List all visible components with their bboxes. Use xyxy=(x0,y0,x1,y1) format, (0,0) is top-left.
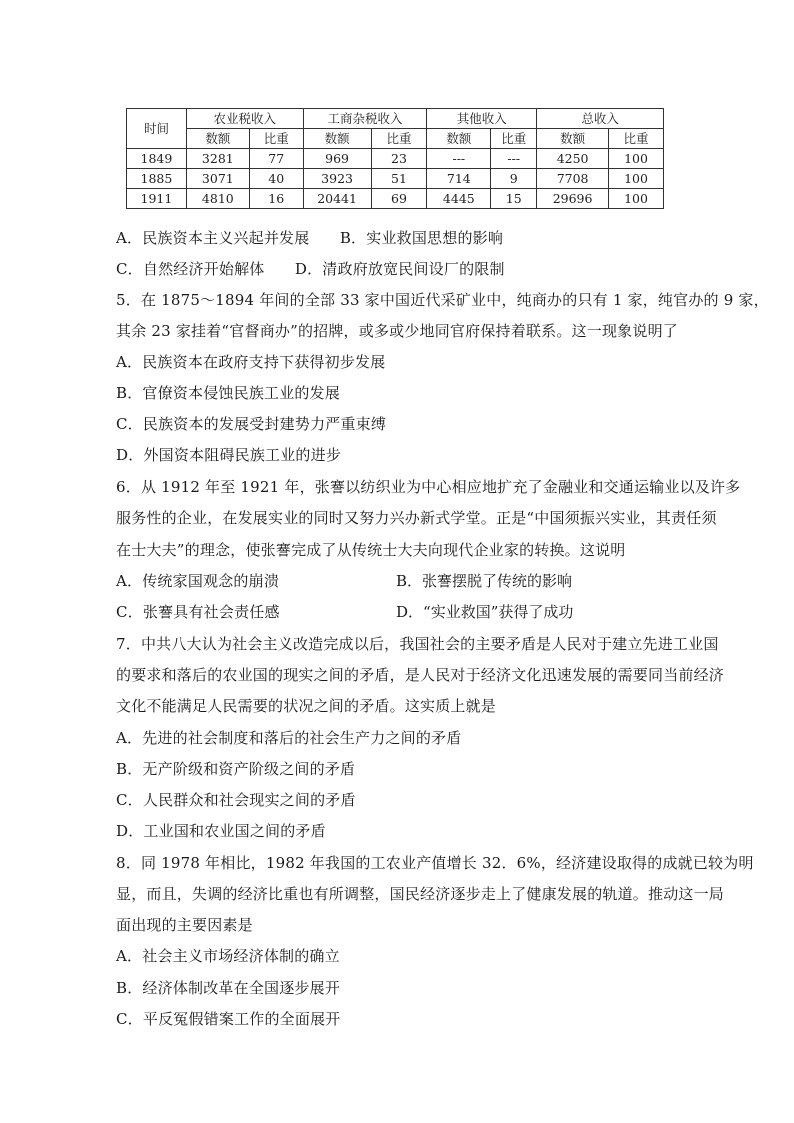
header-total: 总收入 xyxy=(537,109,664,129)
q8-option-b: B．经济体制改革在全国逐步展开 xyxy=(116,979,341,997)
table-cell: 3923 xyxy=(303,169,371,189)
table-cell: 1911 xyxy=(127,189,187,209)
q4-options-ab: A．民族资本主义兴起并发展 B．实业救国思想的影响 xyxy=(116,229,504,247)
table-subheader-row xyxy=(127,129,664,149)
table-cell: 16 xyxy=(249,189,303,209)
q7-option-b: B．无产阶级和资产阶级之间的矛盾 xyxy=(116,760,356,778)
table-cell: 23 xyxy=(371,149,427,169)
header-commerce-tax: 工商杂税收入 xyxy=(303,109,427,129)
subheader-cell: 比重 xyxy=(249,129,303,149)
q7-option-c: C．人民群众和社会现实之间的矛盾 xyxy=(116,791,356,809)
q8-stem-line-3: 面出现的主要因素是 xyxy=(116,916,253,934)
table-cell: 3281 xyxy=(186,149,249,169)
table-cell: 20441 xyxy=(303,189,371,209)
table-cell: 4250 xyxy=(537,149,609,169)
table-cell: 969 xyxy=(303,149,371,169)
header-agri-tax: 农业税收入 xyxy=(186,109,303,129)
q6-option-b: B．张謇摆脱了传统的影响 xyxy=(396,572,573,590)
q8-stem-line-2: 显，而且，失调的经济比重也有所调整，国民经济逐步走上了健康发展的轨道。推动这一局 xyxy=(116,885,725,903)
table-cell: 15 xyxy=(491,189,537,209)
table-cell: --- xyxy=(491,149,537,169)
table-cell: 1885 xyxy=(127,169,187,189)
q8-option-c: C．平反冤假错案工作的全面展开 xyxy=(116,1010,341,1028)
revenue-table xyxy=(126,108,664,209)
table-cell: 29696 xyxy=(537,189,609,209)
table-cell: 51 xyxy=(371,169,427,189)
q5-option-a: A．民族资本在政府支持下获得初步发展 xyxy=(116,353,386,371)
q8-option-a: A．社会主义市场经济体制的确立 xyxy=(116,947,340,965)
subheader-cell: 比重 xyxy=(609,129,664,149)
q5-stem-line-2: 其余 23 家挂着“官督商办”的招牌，或多或少地同官府保持着联系。这一现象说明了 xyxy=(116,322,678,340)
q4-options-cd: C．自然经济开始解体 D．清政府放宽民间设厂的限制 xyxy=(116,260,505,278)
table-header-row xyxy=(127,109,664,129)
q7-stem-line-2: 的要求和落后的农业国的现实之间的矛盾，是人民对于经济文化迅速发展的需要同当前经济 xyxy=(116,666,725,684)
subheader-cell: 比重 xyxy=(491,129,537,149)
q5-stem-line-1: 5．在 1875～1894 年间的全部 33 家中国近代采矿业中，纯商办的只有 1 家，纯官办的 9 家， xyxy=(116,291,769,309)
subheader-cell: 数额 xyxy=(427,129,491,149)
table-cell: 1849 xyxy=(127,149,187,169)
table-cell: 100 xyxy=(609,189,664,209)
q7-stem-line-3: 文化不能满足人民需要的状况之间的矛盾。这实质上就是 xyxy=(116,697,497,715)
table-cell: 3071 xyxy=(186,169,249,189)
q7-stem-line-1: 7．中共八大认为社会主义改造完成以后，我国社会的主要矛盾是人民对于建立先进工业国 xyxy=(116,635,719,653)
subheader-cell: 数额 xyxy=(303,129,371,149)
table-cell: 40 xyxy=(249,169,303,189)
q7-option-d: D．工业国和农业国之间的矛盾 xyxy=(116,822,326,840)
q6-option-c: C．张謇具有社会责任感 xyxy=(116,603,280,621)
table-row xyxy=(127,149,664,169)
q5-option-d: D．外国资本阻碍民族工业的进步 xyxy=(116,446,342,464)
table-cell: 100 xyxy=(609,169,664,189)
subheader-cell: 比重 xyxy=(371,129,427,149)
table-cell: 4810 xyxy=(186,189,249,209)
table-cell: 69 xyxy=(371,189,427,209)
table-cell: 4445 xyxy=(427,189,491,209)
table-cell: 7708 xyxy=(537,169,609,189)
subheader-cell: 数额 xyxy=(186,129,249,149)
table-row xyxy=(127,189,664,209)
q6-stem-line-2: 服务性的企业，在发展实业的同时又努力兴办新式学堂。正是“中国须振兴实业，其责任须 xyxy=(116,509,717,527)
q6-stem-line-1: 6．从 1912 年至 1921 年，张謇以纺织业为中心相应地扩充了金融业和交通运输业以及许多 xyxy=(116,478,741,496)
table-cell: 100 xyxy=(609,149,664,169)
q8-stem-line-1: 8．同 1978 年相比，1982 年我国的工农业产值增长 32．6%，经济建设取得的成就已较为明 xyxy=(116,854,754,872)
q6-stem-line-3: 在士大夫”的理念，使张謇完成了从传统士大夫向现代企业家的转换。这说明 xyxy=(116,541,626,559)
q6-option-d: D．“实业救国”获得了成功 xyxy=(396,603,574,621)
header-other: 其他收入 xyxy=(427,109,537,129)
q5-option-c: C．民族资本的发展受封建势力严重束缚 xyxy=(116,415,387,433)
header-time: 时间 xyxy=(127,109,187,149)
table-cell: 9 xyxy=(491,169,537,189)
subheader-cell: 数额 xyxy=(537,129,609,149)
q6-option-a: A．传统家国观念的崩溃 xyxy=(116,572,280,590)
table-cell: --- xyxy=(427,149,491,169)
q5-option-b: B．官僚资本侵蚀民族工业的发展 xyxy=(116,384,341,402)
table-row xyxy=(127,169,664,189)
revenue-table-wrapper xyxy=(126,108,664,209)
table-cell: 77 xyxy=(249,149,303,169)
q7-option-a: A．先进的社会制度和落后的社会生产力之间的矛盾 xyxy=(116,729,462,747)
table-cell: 714 xyxy=(427,169,491,189)
